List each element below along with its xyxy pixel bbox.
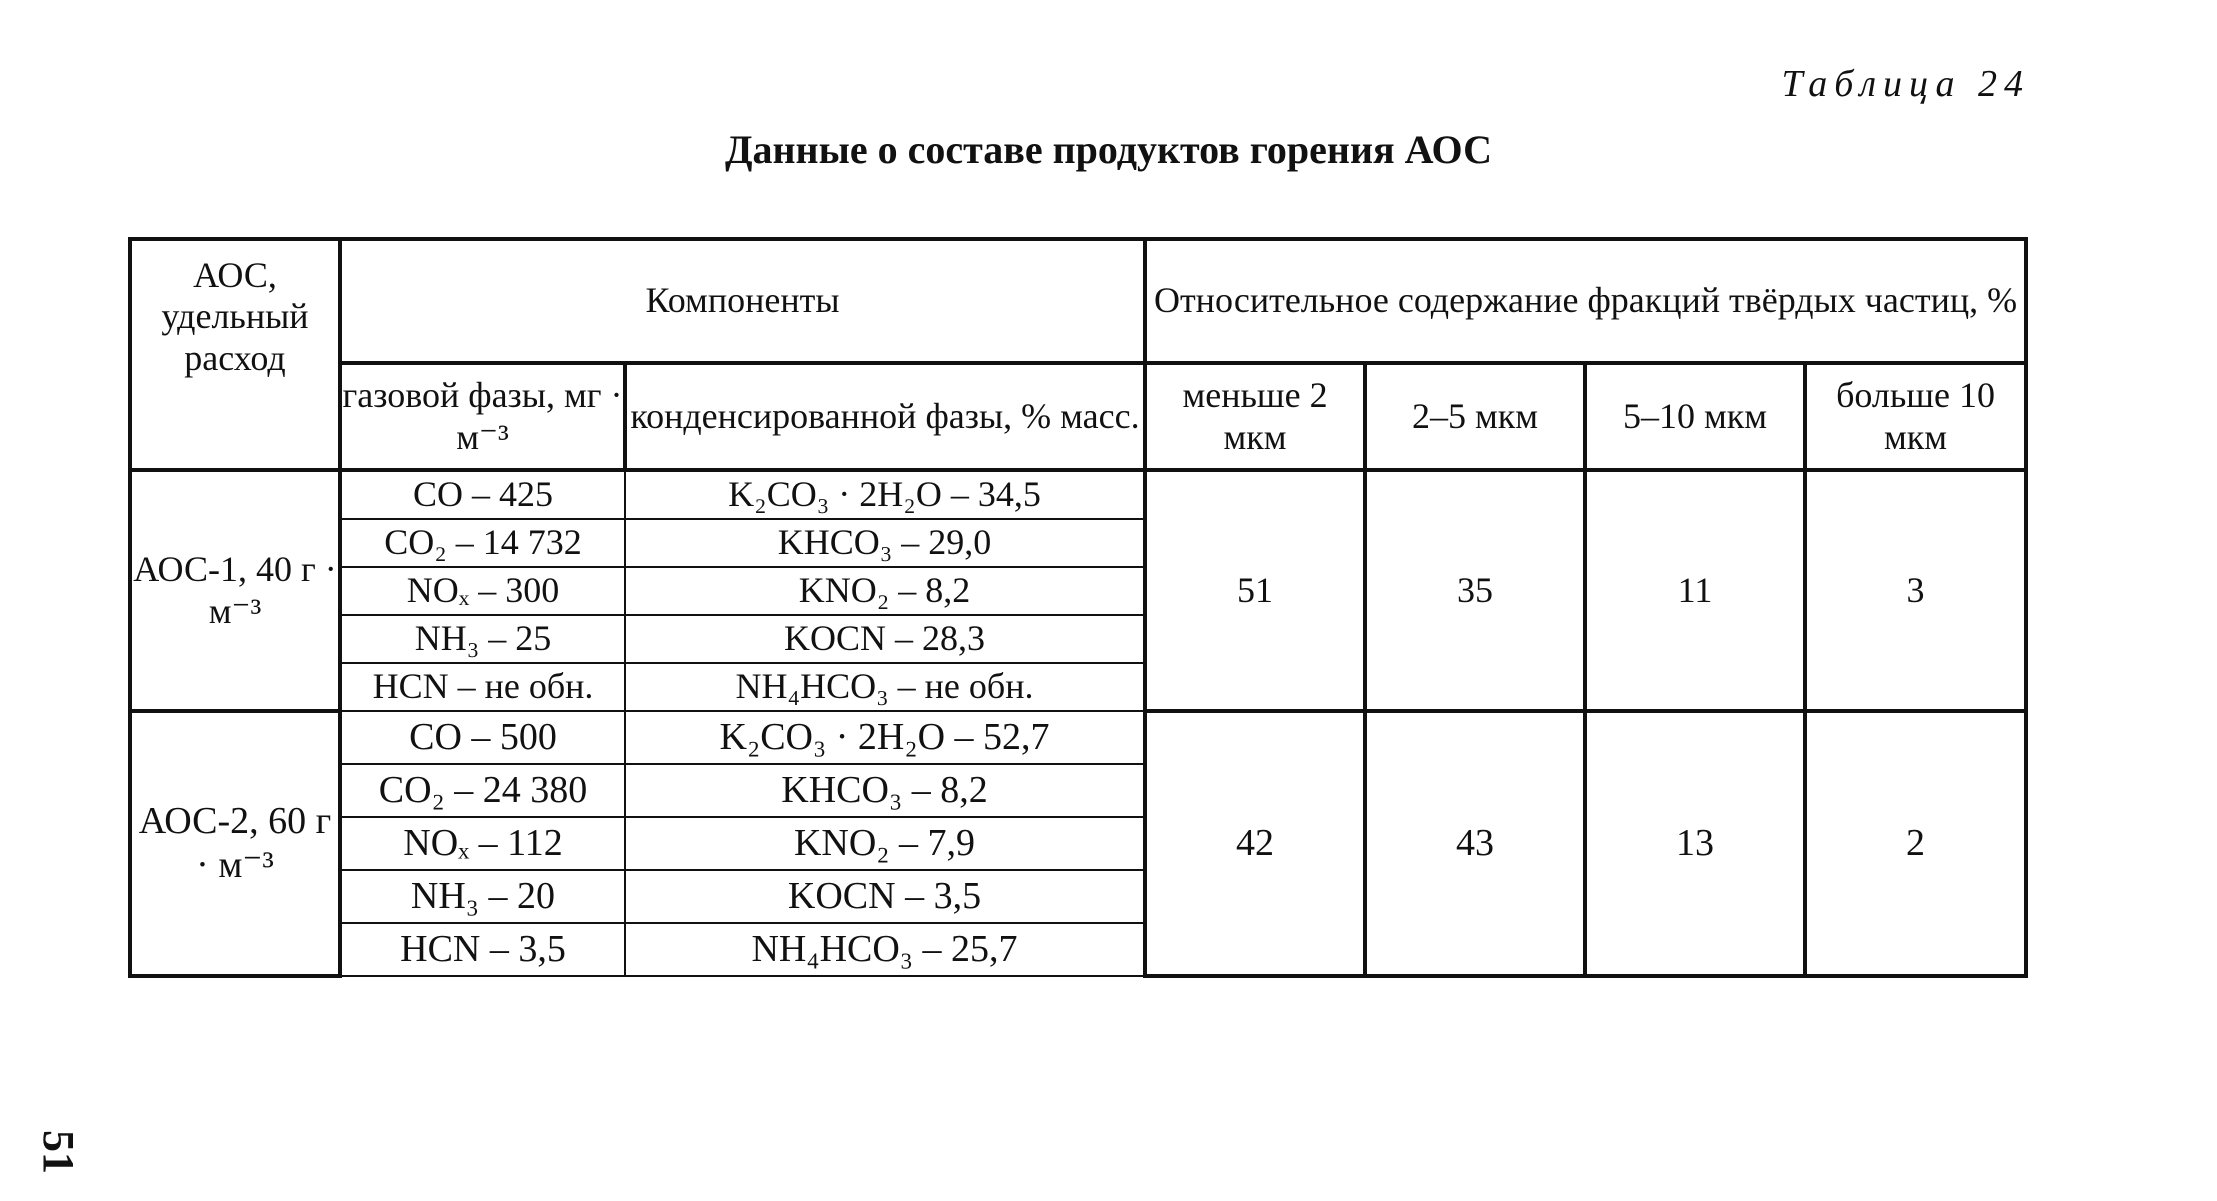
fraction-cell: 3 [1805,470,2026,711]
condensed-cell: KNO₂ – 8,2 [625,567,1145,615]
condensed-cell: NH₄HCO₃ – 25,7 [625,923,1145,976]
condensed-cell: KNO₂ – 7,9 [625,817,1145,870]
gas-cell: CO₂ – 24 380 [340,764,625,817]
gas-cell: NH₃ – 25 [340,615,625,663]
condensed-cell: NH₄HCO₃ – не обн. [625,663,1145,711]
group-name: АОС-2, 60 г · м⁻³ [130,711,340,976]
table-label: Таблица 24 [1781,63,2030,105]
gas-cell: HCN – 3,5 [340,923,625,976]
fraction-cell: 51 [1145,470,1365,711]
fraction-cell: 11 [1585,470,1805,711]
condensed-cell: K₂CO₃ · 2H₂O – 34,5 [625,470,1145,519]
condensed-cell: KHCO₃ – 29,0 [625,519,1145,567]
gas-cell: NOₓ – 112 [340,817,625,870]
header-fractions: Относительное содержание фракций твёрдых частиц, % [1145,239,2026,363]
header-gas-phase: газовой фазы, мг · м⁻³ [340,363,625,470]
condensed-cell: KOCN – 28,3 [625,615,1145,663]
fraction-cell: 35 [1365,470,1585,711]
fraction-cell: 2 [1805,711,2026,976]
fraction-cell: 43 [1365,711,1585,976]
header-aoc: АОС, удельный расход [130,239,340,470]
gas-cell: HCN – не обн. [340,663,625,711]
condensed-cell: KHCO₃ – 8,2 [625,764,1145,817]
page-number: 51 [34,1130,83,1174]
table-title: Данные о составе продуктов горения АОС [724,127,1493,172]
gas-cell: NOₓ – 300 [340,567,625,615]
condensed-cell: KOCN – 3,5 [625,870,1145,923]
gas-cell: CO – 500 [340,711,625,764]
fraction-cell: 13 [1585,711,1805,976]
header-fraction-2-5: 2–5 мкм [1365,363,1585,470]
gas-cell: NH₃ – 20 [340,870,625,923]
gas-cell: CO – 425 [340,470,625,519]
gas-cell: CO₂ – 14 732 [340,519,625,567]
header-fraction-lt2: меньше 2 мкм [1145,363,1365,470]
composition-table [128,237,2028,978]
header-components: Компоненты [340,239,1145,363]
condensed-cell: K₂CO₃ · 2H₂O – 52,7 [625,711,1145,764]
header-fraction-gt10: больше 10 мкм [1805,363,2026,470]
fraction-cell: 42 [1145,711,1365,976]
header-fraction-5-10: 5–10 мкм [1585,363,1805,470]
header-condensed-phase: конденсированной фазы, % масс. [625,363,1145,470]
group-name: АОС-1, 40 г · м⁻³ [130,470,340,711]
